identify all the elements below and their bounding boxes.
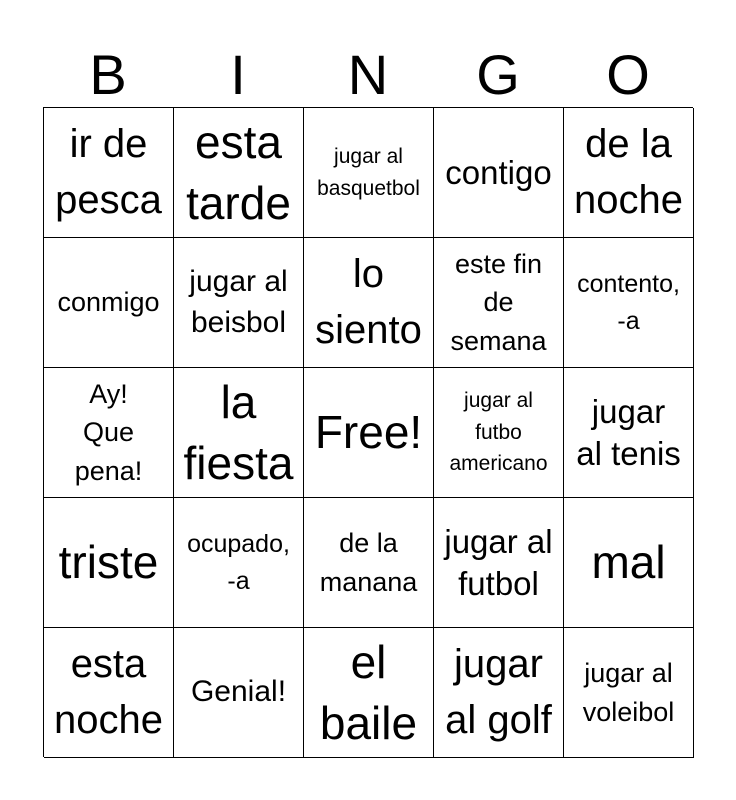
cell-text: jugar al beisbol [189,265,288,339]
cell-text: jugar al futbo americano [449,389,548,476]
bingo-header [43,44,693,106]
bingo-cell[interactable] [304,628,434,758]
bingo-cell[interactable] [304,498,434,628]
bingo-cell[interactable] [44,628,174,758]
bingo-cell[interactable] [564,498,694,628]
cell-text: contento, -a [577,270,680,335]
bingo-cell[interactable] [174,108,304,238]
bingo-cell[interactable] [564,368,694,498]
bingo-cell[interactable] [434,628,564,758]
cell-text: jugar al golf [445,642,552,742]
bingo-cell[interactable] [44,498,174,628]
cell-text: Ay! Que pena! [74,379,143,486]
cell-text: la fiesta [183,375,294,489]
bingo-cell[interactable] [564,108,694,238]
cell-text: de la manana [319,528,418,597]
bingo-cell[interactable] [564,238,694,368]
bingo-cell[interactable] [434,108,564,238]
cell-text: de la noche [574,122,683,222]
bingo-cell[interactable] [174,368,304,498]
cell-text: el baile [319,635,418,749]
bingo-cell[interactable] [174,238,304,368]
cell-text: conmigo [57,287,160,318]
cell-text: lo siento [315,252,422,352]
bingo-cell[interactable] [174,498,304,628]
cell-text: triste [58,536,159,589]
cell-text: este fin de semana [450,249,547,356]
cell-text: ocupado, -a [187,530,290,595]
cell-text: jugar al basquetbol [317,145,420,200]
header-letter-b: B [89,43,127,106]
bingo-cell[interactable] [434,498,564,628]
cell-text: jugar al voleibol [582,658,675,727]
header-letter-o: O [606,43,650,106]
bingo-board [43,107,693,757]
cell-text: contigo [445,153,552,191]
bingo-cell[interactable] [564,628,694,758]
bingo-cell[interactable] [44,368,174,498]
free-space-cell[interactable] [304,368,434,498]
header-letter-n: N [347,43,389,106]
cell-text: jugar al futbol [444,523,553,602]
cell-text: esta tarde [186,115,291,229]
bingo-cell[interactable] [44,108,174,238]
cell-text: jugar al tenis [576,393,681,472]
bingo-cell[interactable] [44,238,174,368]
header-letter-g: G [476,43,520,106]
bingo-cell[interactable] [174,628,304,758]
cell-text: mal [591,536,666,589]
bingo-cell[interactable] [304,108,434,238]
cell-text: ir de pesca [55,122,162,222]
bingo-cell[interactable] [304,238,434,368]
free-space-label: Free! [314,406,423,459]
cell-text: esta noche [54,642,163,742]
bingo-cell[interactable] [434,368,564,498]
header-letter-i: I [230,43,246,106]
cell-text: Genial! [190,675,287,709]
bingo-cell[interactable] [434,238,564,368]
